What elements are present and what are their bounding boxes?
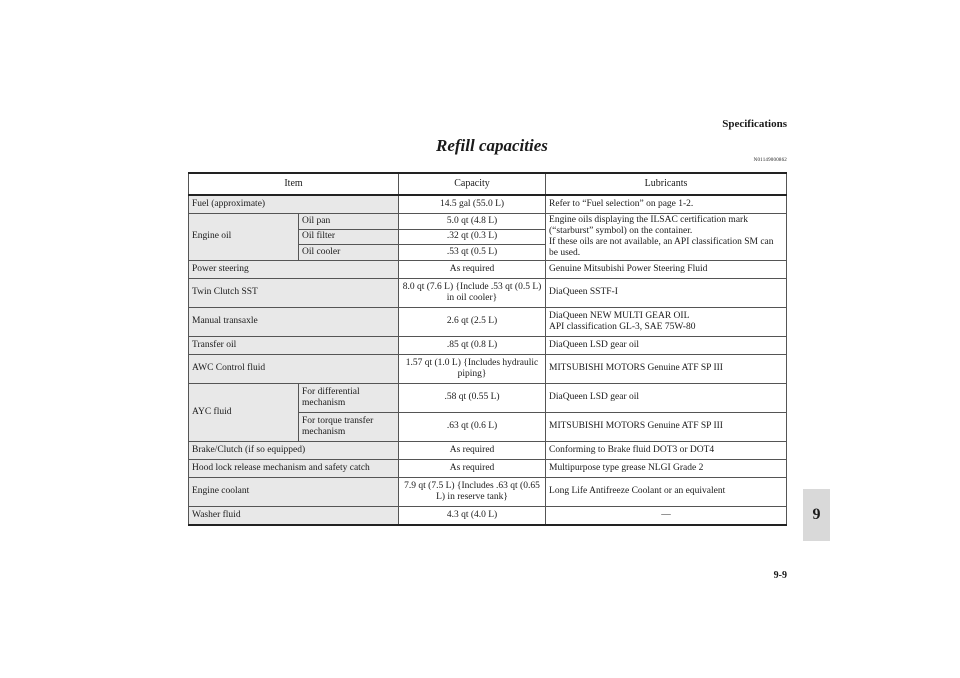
capacity-cell: 5.0 qt (4.8 L) bbox=[399, 214, 546, 230]
lubricant-cell: Conforming to Brake fluid DOT3 or DOT4 bbox=[546, 441, 787, 459]
table-row-washer-fluid bbox=[189, 506, 787, 525]
lubricant-cell-engine-oil: Engine oils displaying the ILSAC certification mark (“starburst” symbol) on the container. If these oils are not available, an API classification SM can be used. bbox=[546, 214, 787, 261]
table-header-row bbox=[189, 173, 787, 195]
item-cell: Manual transaxle bbox=[189, 307, 399, 336]
sub-item-cell: For torque transfer mechanism bbox=[299, 412, 399, 441]
item-cell: Hood lock release mechanism and safety catch bbox=[189, 459, 399, 477]
table-row-twin-clutch bbox=[189, 278, 787, 307]
lubricant-cell: — bbox=[546, 506, 787, 525]
table-row-power-steering bbox=[189, 260, 787, 278]
table-row-brake-clutch bbox=[189, 441, 787, 459]
table-row-engine-coolant bbox=[189, 477, 787, 506]
chapter-tab: 9 bbox=[803, 489, 830, 541]
lubricant-cell: Long Life Antifreeze Coolant or an equivalent bbox=[546, 477, 787, 506]
lubricant-cell: DiaQueen LSD gear oil bbox=[546, 383, 787, 412]
page-title: Refill capacities bbox=[436, 136, 548, 155]
item-cell-ayc-fluid: AYC fluid bbox=[189, 383, 299, 441]
capacity-cell: .53 qt (0.5 L) bbox=[399, 245, 546, 261]
lubricant-cell: MITSUBISHI MOTORS Genuine ATF SP III bbox=[546, 412, 787, 441]
lubricant-cell: DiaQueen SSTF-I bbox=[546, 278, 787, 307]
item-cell: Transfer oil bbox=[189, 336, 399, 354]
table-row-hood-lock bbox=[189, 459, 787, 477]
sub-item-cell: Oil cooler bbox=[299, 245, 399, 261]
item-cell: Washer fluid bbox=[189, 506, 399, 525]
column-header-lubricants: Lubricants bbox=[546, 173, 787, 195]
capacity-cell: As required bbox=[399, 260, 546, 278]
lubricant-cell: Genuine Mitsubishi Power Steering Fluid bbox=[546, 260, 787, 278]
capacity-cell: 4.3 qt (4.0 L) bbox=[399, 506, 546, 525]
capacity-cell: As required bbox=[399, 441, 546, 459]
capacity-cell: .85 qt (0.8 L) bbox=[399, 336, 546, 354]
capacity-cell: .32 qt (0.3 L) bbox=[399, 229, 546, 245]
section-title: Specifications bbox=[722, 118, 787, 130]
page-number: 9-9 bbox=[773, 570, 787, 581]
lubricant-cell: Refer to “Fuel selection” on page 1-2. bbox=[546, 195, 787, 214]
table-row-engine-oil-pan bbox=[189, 214, 787, 230]
sub-item-cell: For differential mechanism bbox=[299, 383, 399, 412]
item-cell: AWC Control fluid bbox=[189, 354, 399, 383]
table-row-ayc-differential bbox=[189, 383, 787, 412]
sub-item-cell: Oil pan bbox=[299, 214, 399, 230]
capacity-cell: .63 qt (0.6 L) bbox=[399, 412, 546, 441]
capacity-cell: 14.5 gal (55.0 L) bbox=[399, 195, 546, 214]
item-cell: Twin Clutch SST bbox=[189, 278, 399, 307]
refill-capacities-table bbox=[188, 172, 787, 526]
column-header-item: Item bbox=[189, 173, 399, 195]
capacity-cell: 7.9 qt (7.5 L) {Includes .63 qt (0.65 L) in reserve tank} bbox=[399, 477, 546, 506]
sub-item-cell: Oil filter bbox=[299, 229, 399, 245]
table-row-transfer-oil bbox=[189, 336, 787, 354]
column-header-capacity: Capacity bbox=[399, 173, 546, 195]
table-row-awc-control-fluid bbox=[189, 354, 787, 383]
item-cell-engine-oil: Engine oil bbox=[189, 214, 299, 261]
capacity-cell: As required bbox=[399, 459, 546, 477]
lubricant-cell: Multipurpose type grease NLGI Grade 2 bbox=[546, 459, 787, 477]
item-cell: Fuel (approximate) bbox=[189, 195, 399, 214]
lubricant-cell: MITSUBISHI MOTORS Genuine ATF SP III bbox=[546, 354, 787, 383]
item-cell: Brake/Clutch (if so equipped) bbox=[189, 441, 399, 459]
item-cell: Power steering bbox=[189, 260, 399, 278]
table-row-manual-transaxle bbox=[189, 307, 787, 336]
capacity-cell: 8.0 qt (7.6 L) {Include .53 qt (0.5 L) in oil cooler} bbox=[399, 278, 546, 307]
capacity-cell: .58 qt (0.55 L) bbox=[399, 383, 546, 412]
capacity-cell: 2.6 qt (2.5 L) bbox=[399, 307, 546, 336]
capacity-cell: 1.57 qt (1.0 L) {Includes hydraulic piping} bbox=[399, 354, 546, 383]
item-cell: Engine coolant bbox=[189, 477, 399, 506]
lubricant-cell: DiaQueen NEW MULTI GEAR OIL API classification GL-3, SAE 75W-80 bbox=[546, 307, 787, 336]
section-code: N01149000862 bbox=[753, 158, 787, 163]
table-row-fuel bbox=[189, 195, 787, 214]
lubricant-cell: DiaQueen LSD gear oil bbox=[546, 336, 787, 354]
